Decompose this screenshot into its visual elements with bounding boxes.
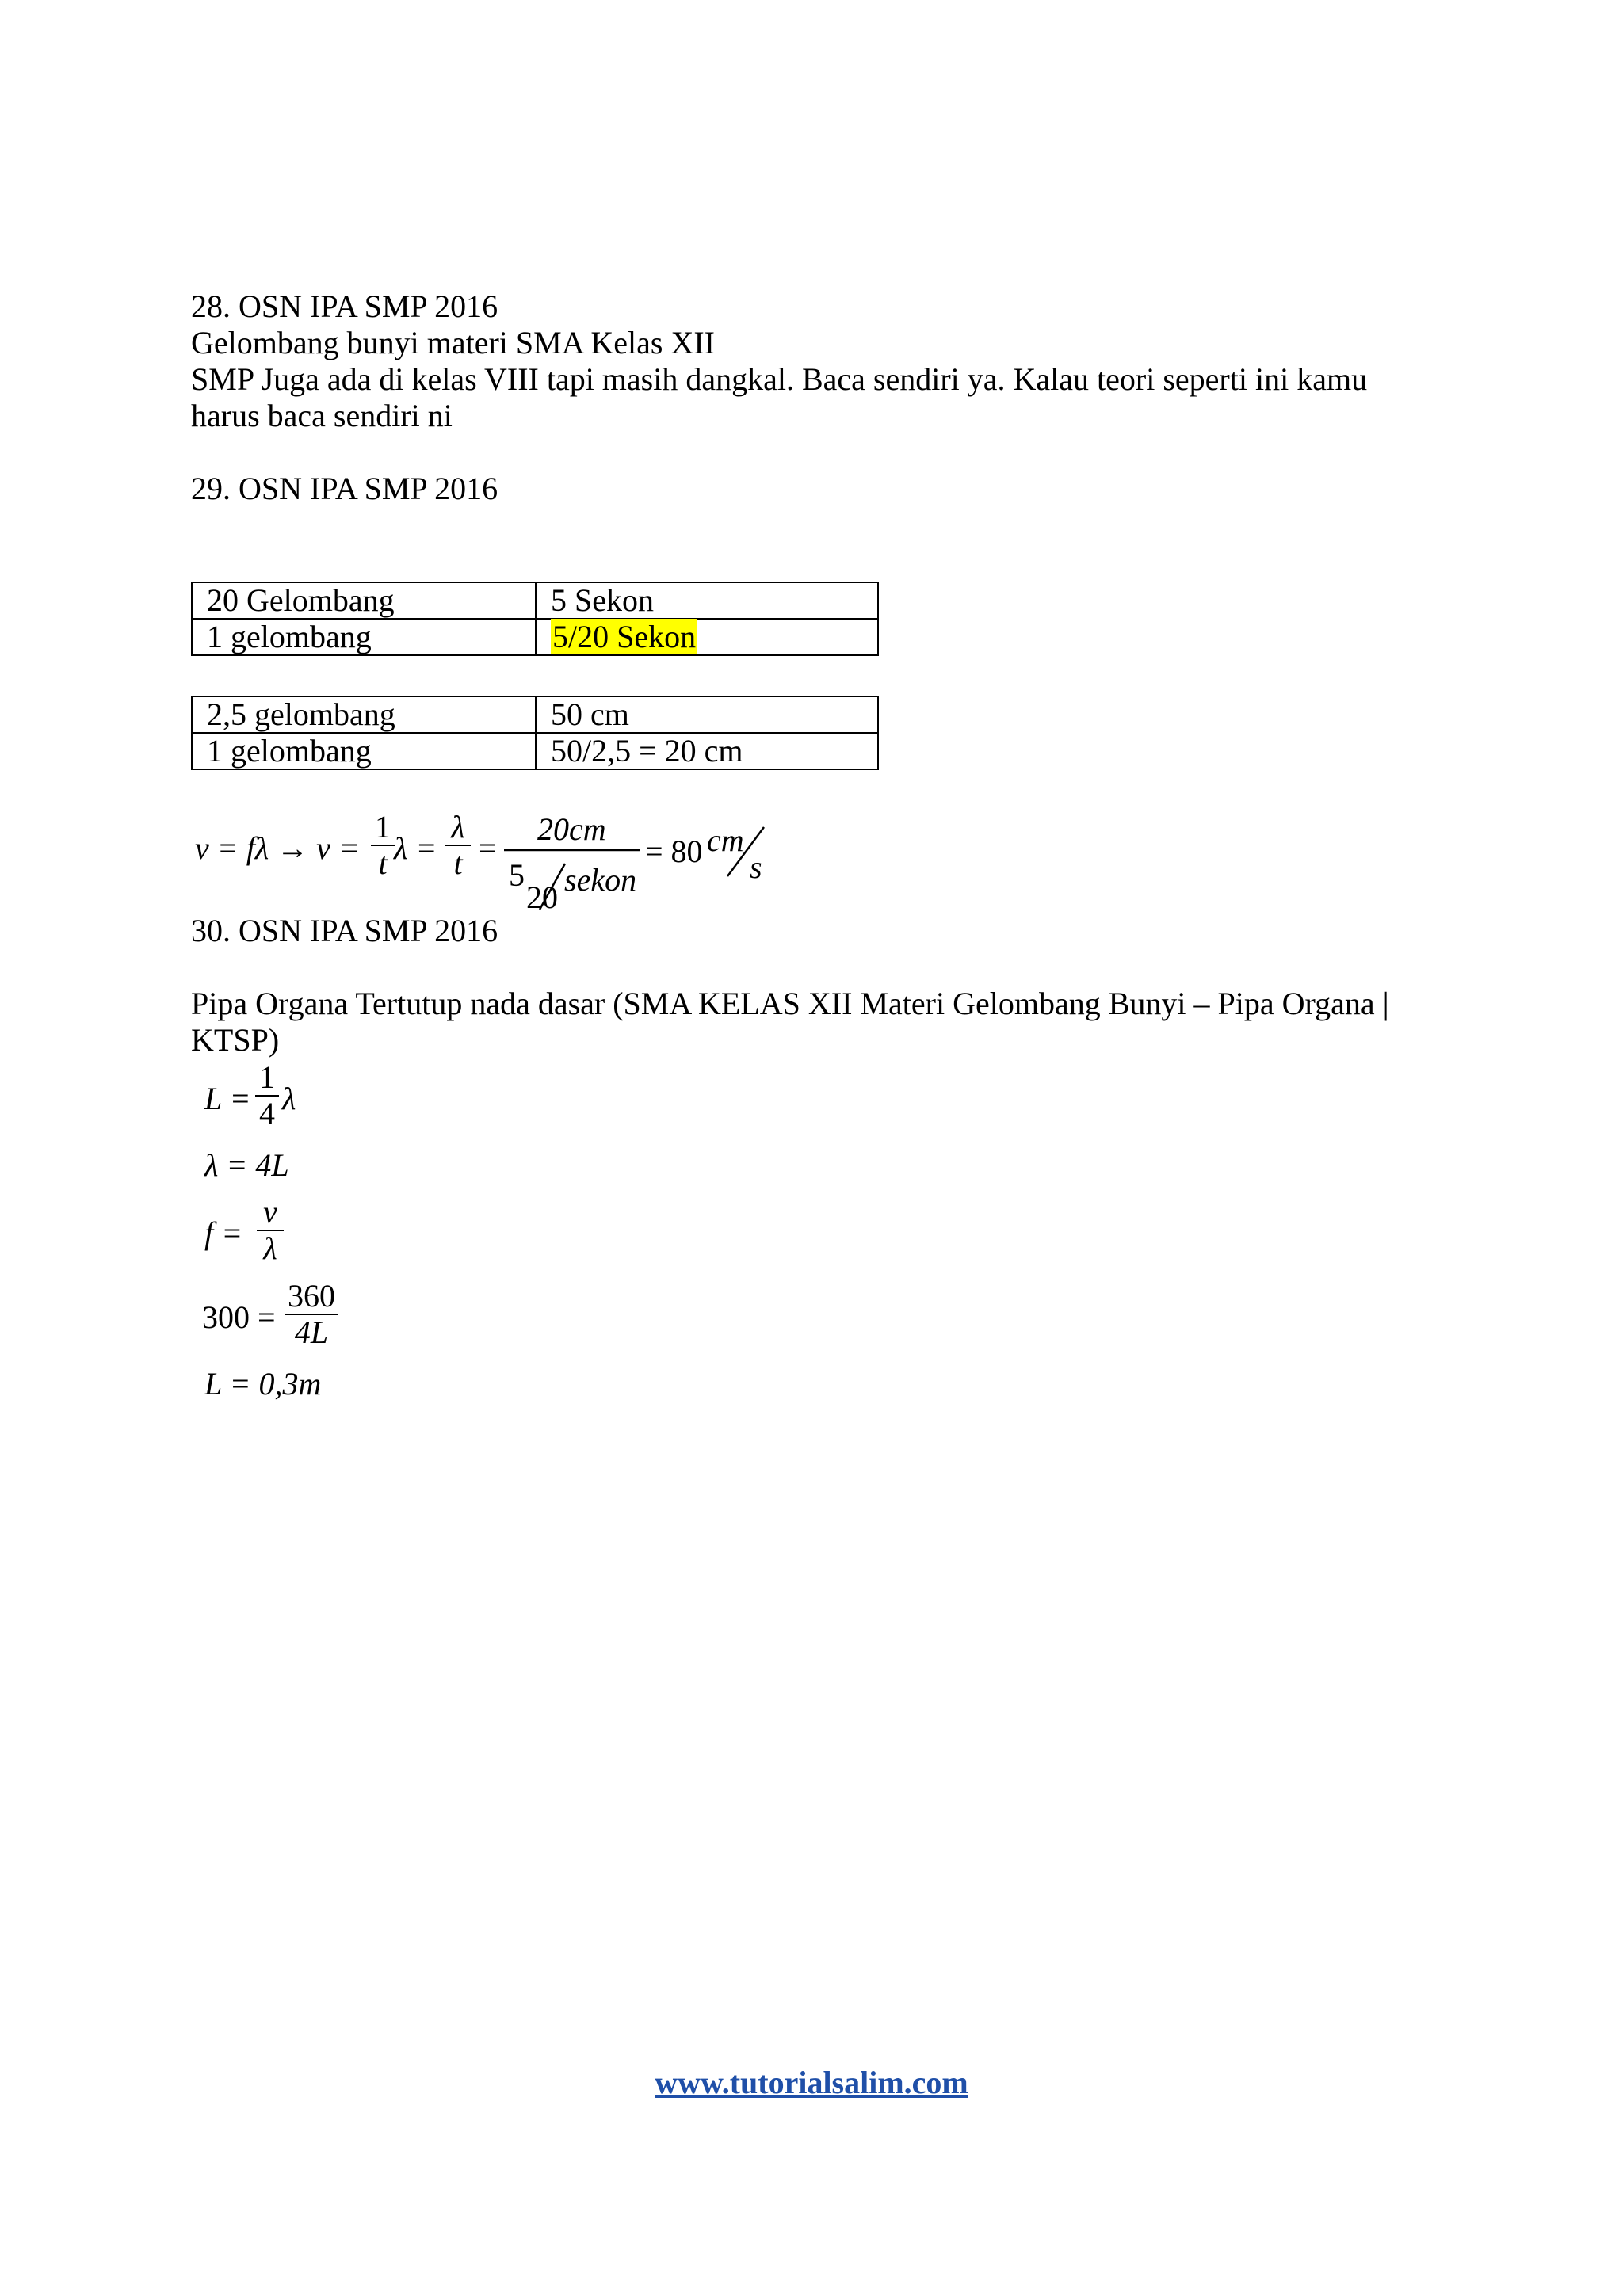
fraction-denominator: 4: [259, 1096, 275, 1131]
fraction-numerator: λ: [451, 809, 465, 845]
table-cell: 20 Gelombang: [192, 582, 536, 619]
website-link[interactable]: www.tutorialsalim.com: [655, 2065, 968, 2100]
fraction-numerator: 1: [375, 809, 391, 845]
table-cell: 5 Sekon: [536, 582, 878, 619]
denominator-sekon: sekon: [564, 862, 637, 898]
eq4-lhs: 300 =: [202, 1299, 276, 1335]
question-29-title: 29. OSN IPA SMP 2016: [191, 471, 498, 506]
question-30-line-1: Pipa Organa Tertutup nada dasar (SMA KELAS XII Materi Gelombang Bunyi – Pipa Organa |: [191, 986, 1389, 1021]
fraction-denominator: λ: [263, 1230, 277, 1266]
question-28-line-1: Gelombang bunyi materi SMA Kelas XII: [191, 325, 715, 360]
highlighted-period: 5/20 Sekon: [552, 619, 697, 654]
eq2: λ = 4L: [204, 1147, 289, 1183]
equation-result: = 80: [645, 833, 703, 869]
fraction-v-over-lambda: [257, 1195, 284, 1266]
table-cell: 1 gelombang: [192, 619, 536, 655]
question-30-title: 30. OSN IPA SMP 2016: [191, 913, 498, 948]
equals-sign: =: [479, 830, 497, 866]
denominator-20: 20: [526, 879, 558, 915]
question-28-line-3: harus baca sendiri ni: [191, 398, 453, 433]
fraction-numerator: 360: [288, 1278, 335, 1314]
eq5: L = 0,3m: [204, 1366, 322, 1402]
fraction-one-quarter: [255, 1060, 279, 1131]
fraction-denominator: t: [453, 845, 463, 881]
footer: [0, 2064, 1623, 2101]
eq1-rhs: λ: [282, 1081, 296, 1116]
eq1-lhs: L =: [204, 1081, 251, 1116]
eq3-lhs: f =: [204, 1215, 243, 1251]
fraction-denominator: 4L: [294, 1314, 329, 1350]
table-cell: 50 cm: [536, 696, 878, 733]
question-28-line-2: SMP Juga ada di kelas VIII tapi masih dangkal. Baca sendiri ya. Kalau teori seperti ini kamu: [191, 361, 1368, 397]
fraction-numerator: v: [263, 1194, 277, 1230]
table-cell: 2,5 gelombang: [192, 696, 536, 733]
table-cell: 1 gelombang: [192, 733, 536, 769]
question-30-line-2: KTSP): [191, 1022, 280, 1058]
unit-s: s: [750, 849, 762, 885]
equation-lhs: v = fλ → v =: [195, 830, 360, 866]
table-cell: 50/2,5 = 20 cm: [536, 733, 878, 769]
fraction-360-over-4L: [285, 1279, 338, 1350]
question-28-title: 28. OSN IPA SMP 2016: [191, 288, 498, 324]
fraction-denominator: t: [378, 845, 388, 881]
fraction-numerator: 1: [259, 1059, 275, 1095]
lambda-term: λ =: [394, 830, 437, 866]
denominator-5: 5: [509, 857, 525, 893]
numerator-text: 20cm: [537, 811, 606, 847]
unit-cm: cm: [707, 822, 744, 858]
question-30-description: [191, 986, 1411, 1058]
